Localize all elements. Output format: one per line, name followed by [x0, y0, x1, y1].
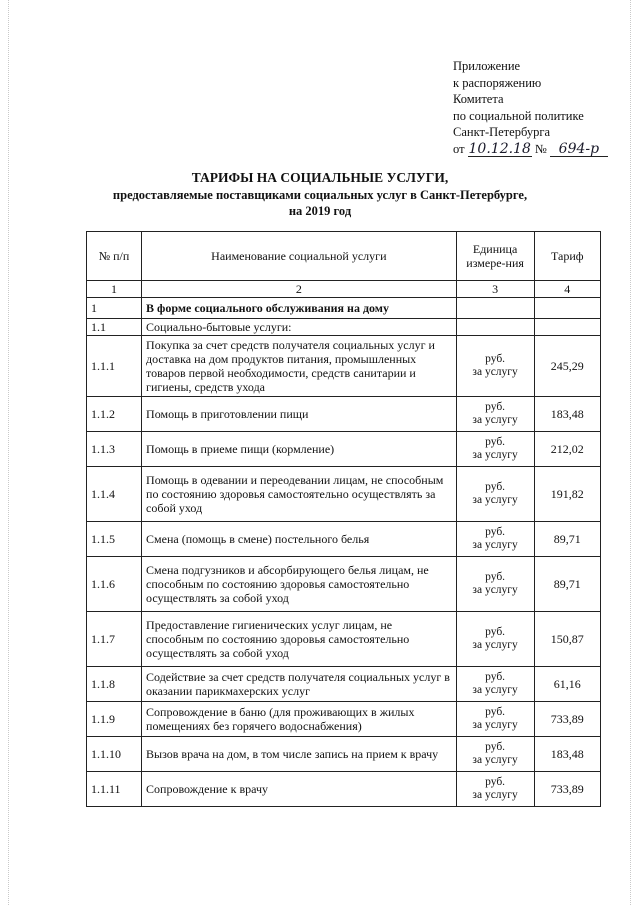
unit-per-service: за услугу — [472, 584, 518, 596]
service-rate: 183,48 — [534, 737, 600, 772]
service-number: 1.1.10 — [87, 737, 142, 772]
header-rate: Тариф — [534, 232, 600, 281]
table-row — [87, 772, 601, 807]
appendix-line: к распоряжению — [453, 75, 542, 90]
service-unit — [456, 612, 534, 667]
appendix-line: по социальной политике — [453, 108, 584, 123]
table-row — [87, 397, 601, 432]
subsection-rate-empty — [534, 319, 600, 336]
service-rate: 89,71 — [534, 522, 600, 557]
unit-per-service: за услугу — [472, 366, 518, 378]
tariffs-table — [86, 231, 601, 807]
table-row — [87, 522, 601, 557]
table-row — [87, 467, 601, 522]
unit-currency: руб. — [485, 776, 506, 788]
subsection-row — [87, 319, 601, 336]
service-number: 1.1.1 — [87, 336, 142, 397]
service-number: 1.1.6 — [87, 557, 142, 612]
service-rate: 733,89 — [534, 702, 600, 737]
unit-per-service: за услугу — [472, 494, 518, 506]
unit-currency: руб. — [485, 526, 506, 538]
unit-currency: руб. — [485, 353, 506, 365]
document-year: на 2019 год — [288, 204, 352, 218]
service-name: Помощь в приеме пищи (кормление) — [142, 432, 457, 467]
service-number: 1.1.7 — [87, 612, 142, 667]
document-title: ТАРИФЫ НА СОЦИАЛЬНЫЕ УСЛУГИ, — [191, 170, 449, 185]
service-unit — [456, 432, 534, 467]
service-number: 1.1.5 — [87, 522, 142, 557]
unit-currency: руб. — [485, 401, 506, 413]
service-name: Помощь в приготовлении пищи — [142, 397, 457, 432]
section-number: 1 — [87, 298, 142, 319]
service-name: Предоставление гигиенических услуг лицам, не способным по состоянию здоровья самостоятельно осуществлять за собой уход — [142, 612, 457, 667]
unit-per-service: за услугу — [472, 754, 518, 766]
service-number: 1.1.3 — [87, 432, 142, 467]
service-rate: 245,29 — [534, 336, 600, 397]
unit-currency: руб. — [485, 741, 506, 753]
service-unit — [456, 557, 534, 612]
unit-currency: руб. — [485, 436, 506, 448]
header-service-name: Наименование социальной услуги — [142, 232, 457, 281]
unit-currency: руб. — [485, 671, 506, 683]
service-rate: 733,89 — [534, 772, 600, 807]
column-index-row — [87, 281, 601, 298]
table-row — [87, 612, 601, 667]
service-unit — [456, 522, 534, 557]
service-name: Сопровождение к врачу — [142, 772, 457, 807]
table-row — [87, 336, 601, 397]
section-unit-empty — [456, 298, 534, 319]
service-rate: 183,48 — [534, 397, 600, 432]
service-unit — [456, 336, 534, 397]
table-row — [87, 667, 601, 702]
subsection-name: Социально-бытовые услуги: — [142, 319, 457, 336]
table-row — [87, 557, 601, 612]
service-number: 1.1.9 — [87, 702, 142, 737]
document-subtitle: предоставляемые поставщиками социальных услуг в Санкт-Петербурге, — [112, 188, 528, 202]
table-row — [87, 702, 601, 737]
section-rate-empty — [534, 298, 600, 319]
service-rate: 61,16 — [534, 667, 600, 702]
unit-per-service: за услугу — [472, 449, 518, 461]
section-row — [87, 298, 601, 319]
handwritten-number: 694-р — [550, 142, 608, 157]
order-line — [453, 141, 608, 158]
service-rate: 191,82 — [534, 467, 600, 522]
service-name: Сопровождение в баню (для проживающих в жилых помещениях без горячего водоснабжения) — [142, 702, 457, 737]
service-unit — [456, 702, 534, 737]
service-name: Помощь в одевании и переодевании лицам, не способным по состоянию здоровья самостоятельно осуществлять за собой уход — [142, 467, 457, 522]
table-header-row — [87, 232, 601, 281]
service-rate: 150,87 — [534, 612, 600, 667]
unit-per-service: за услугу — [472, 789, 518, 801]
appendix-line: Приложение — [453, 59, 521, 73]
unit-currency: руб. — [485, 481, 506, 493]
unit-currency: руб. — [485, 571, 506, 583]
number-label: № — [534, 141, 547, 156]
column-index: 4 — [534, 281, 600, 298]
scan-edge-right — [630, 0, 632, 905]
service-name: Смена подгузников и абсорбирующего белья лицам, не способным по состоянию здоровья самостоятельно осуществлять за собой уход — [142, 557, 457, 612]
header-number: № п/п — [87, 232, 142, 281]
handwritten-date: 10.12.18 — [468, 140, 531, 157]
unit-per-service: за услугу — [472, 539, 518, 551]
service-number: 1.1.2 — [87, 397, 142, 432]
service-name: Смена (помощь в смене) постельного белья — [142, 522, 457, 557]
unit-per-service: за услугу — [472, 719, 518, 731]
scan-edge-left — [8, 0, 10, 905]
service-name: Покупка за счет средств получателя социальных услуг и доставка на дом продуктов питания, промышленных товаров первой необходимости, средств санитарии и гигиены, средств ухода — [142, 336, 457, 397]
section-name: В форме социального обслуживания на дому — [142, 298, 457, 319]
subsection-number: 1.1 — [87, 319, 142, 336]
service-unit — [456, 397, 534, 432]
table-row — [87, 432, 601, 467]
service-unit — [456, 772, 534, 807]
service-unit — [456, 737, 534, 772]
service-number: 1.1.4 — [87, 467, 142, 522]
unit-per-service: за услугу — [472, 684, 518, 696]
appendix-line: Санкт-Петербурга — [453, 125, 551, 139]
table-row — [87, 737, 601, 772]
service-unit — [456, 667, 534, 702]
service-rate: 89,71 — [534, 557, 600, 612]
subsection-unit-empty — [456, 319, 534, 336]
appendix-line: Комитета — [453, 92, 504, 106]
unit-per-service: за услугу — [472, 639, 518, 651]
column-index: 2 — [142, 281, 457, 298]
service-number: 1.1.8 — [87, 667, 142, 702]
appendix-block — [453, 58, 608, 157]
unit-per-service: за услугу — [472, 414, 518, 426]
unit-currency: руб. — [485, 706, 506, 718]
header-unit: Единица измере-ния — [456, 232, 534, 281]
service-name: Вызов врача на дом, в том числе запись на прием к врачу — [142, 737, 457, 772]
service-unit — [456, 467, 534, 522]
service-name: Содействие за счет средств получателя социальных услуг в оказании парикмахерских услуг — [142, 667, 457, 702]
unit-currency: руб. — [485, 626, 506, 638]
from-label: от — [453, 141, 465, 156]
service-number: 1.1.11 — [87, 772, 142, 807]
service-rate: 212,02 — [534, 432, 600, 467]
column-index: 1 — [87, 281, 142, 298]
column-index: 3 — [456, 281, 534, 298]
